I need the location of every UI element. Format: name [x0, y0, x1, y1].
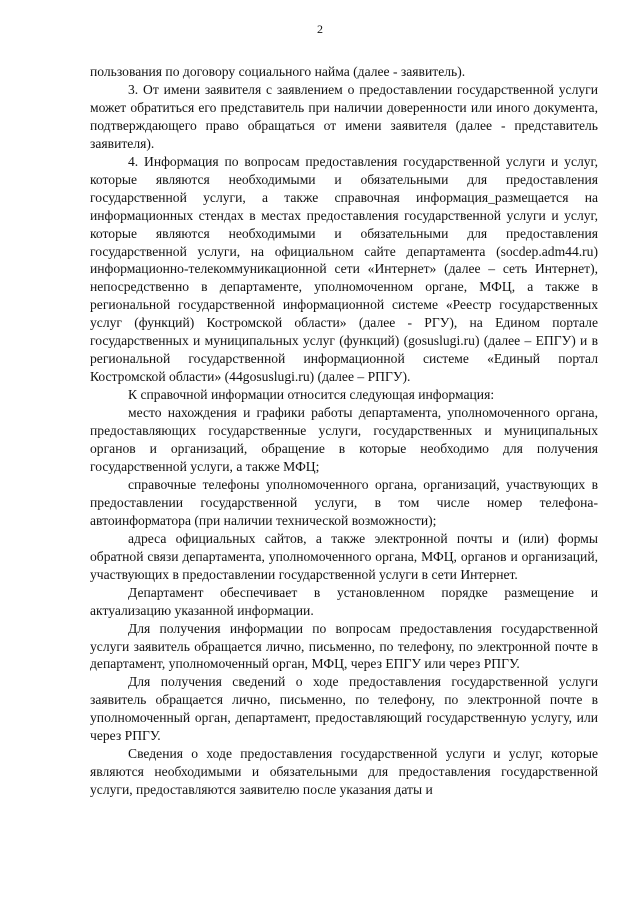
- paragraph-obtaining-information: Для получения информации по вопросам предоставления государственной услуги заявитель обращается лично, письменно, по телефону, по электронной почте в департамент, уполномоченный орган, МФЦ, через ЕПГУ или через РПГУ.: [90, 620, 598, 672]
- paragraph-item-3-representative: 3. От имени заявителя с заявлением о предоставлении государственной услуги может обратиться его представитель при наличии доверенности или иного документа, подтверждающего право обращаться от имени заявителя (далее - представитель заявителя).: [90, 81, 598, 151]
- paragraph-locations-schedules: место нахождения и графики работы департамента, уполномоченного органа, предоставляющих государственные услуги, государственных и муниципальных органов и организаций, обращение в которые необходимо для получения государственной услуги, а также МФЦ;: [90, 405, 598, 474]
- paragraph-reference-info-intro: К справочной информации относится следующая информация:: [128, 387, 495, 403]
- paragraph-department-updates: Департамент обеспечивает в установленном порядке размещение и актуализацию указанной информации.: [90, 584, 598, 618]
- paragraph-website-addresses: адреса официальных сайтов, а также электронной почты и (или) формы обратной связи департамента, уполномоченного органа, МФЦ, органов и организаций, участвующих в предоставлении государственной услуги в сети Интернет.: [90, 530, 598, 582]
- paragraph-progress-details: Сведения о ходе предоставления государственной услуги и услуг, которые являются необходимыми и обязательными для предоставления государственной услуги, предоставляются заявителю после указания даты и: [90, 746, 598, 798]
- document-body: [90, 63, 598, 799]
- paragraph-continuation: пользования по договору социального найма (далее - заявитель).: [90, 64, 466, 79]
- page-number: 2: [317, 22, 323, 36]
- paragraph-progress-information: Для получения сведений о ходе предоставления государственной услуги заявитель обращается лично, письменно, по телефону, по электронной почте в уполномоченный орган, департамент, предоставляющий государственную услугу, или через РПГУ.: [90, 674, 598, 744]
- paragraph-reference-phones: справочные телефоны уполномоченного органа, организаций, участвующих в предоставлении государственной услуги, в том числе номер телефона-автоинформатора (при наличии технической возможности);: [90, 476, 598, 528]
- paragraph-item-4-information: 4. Информация по вопросам предоставления государственной услуги и услуг, которые являются необходимыми и обязательными для предоставления государственной услуги, а также справочная информация_размещается на информационных стендах в местах предоставления государственной услуги и услуг, которые являются необходимыми и обязательными для предоставления государственной услуги, на официальном сайте департамента (socdep.adm44.ru) информационно-телекоммуникационной сети «Интернет» (далее – сеть Интернет), непосредственно в департаменте, уполномоченном органе, МФЦ, а также в региональной государственной информационной системе «Реестр государственных услуг (функций) Костромской области» (далее - РГУ), на Едином портале государственных и муниципальных услуг (функций) (gosuslugi.ru) (далее – ЕПГУ) и в региональной государственной информационной системе «Единый портал Костромской области» (44gosuslugi.ru) (далее – РПГУ).: [90, 153, 598, 385]
